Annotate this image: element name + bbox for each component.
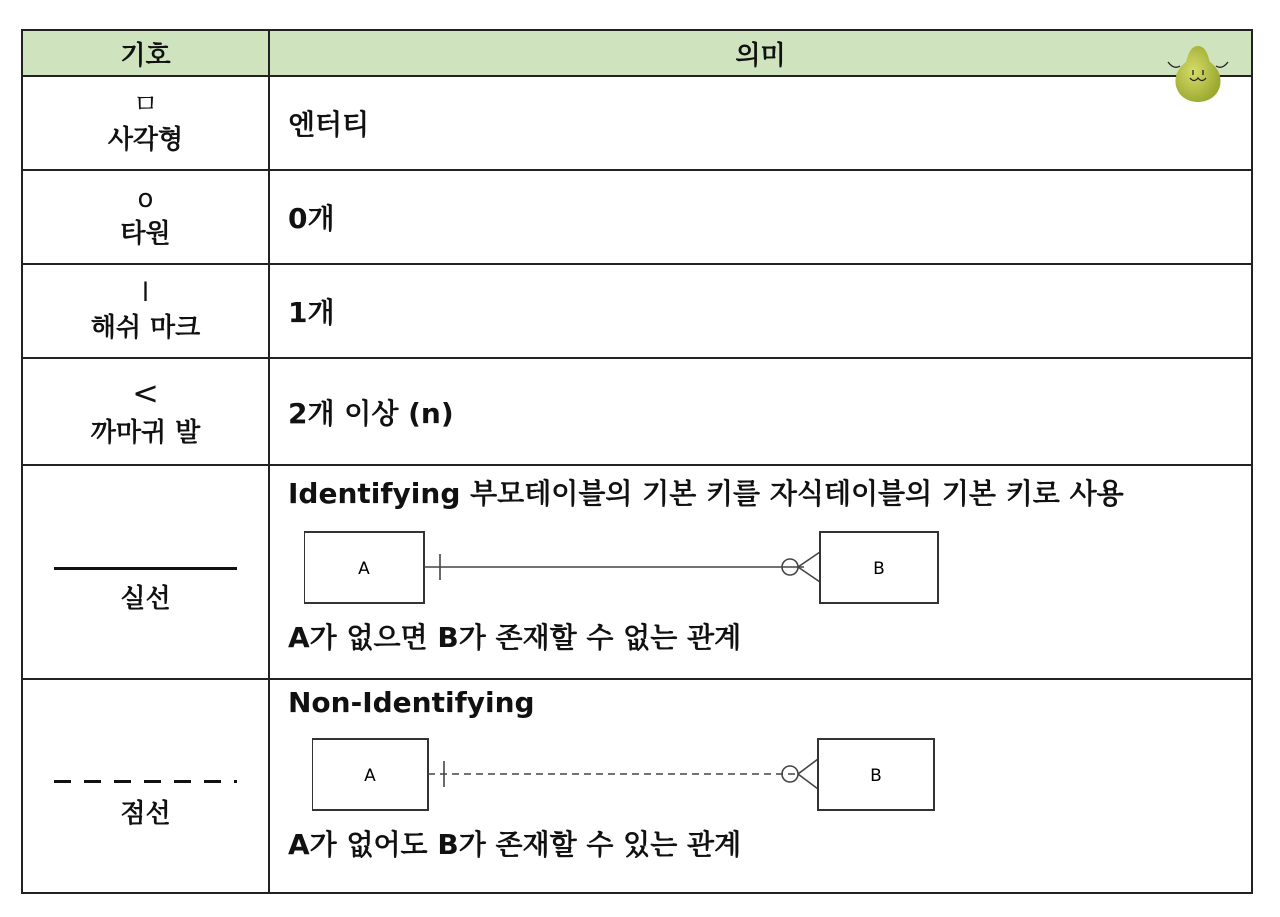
symbol-cell (22, 358, 269, 465)
symbol-cell (22, 264, 269, 358)
table-row (22, 358, 1252, 465)
header-symbol: 기호 (22, 30, 269, 76)
symbol-cell (22, 679, 269, 893)
identifying-caption: A가 없으면 B가 존재할 수 없는 관계 (288, 621, 742, 654)
meaning-cell: 1개 (269, 264, 1252, 358)
crows-foot-upper (798, 552, 820, 567)
entity-a-label: A (364, 766, 376, 786)
erd-symbol-table (21, 29, 1253, 894)
symbol-name: 실선 (120, 583, 171, 614)
entity-b-label: B (870, 766, 882, 786)
solid-line-sample (54, 567, 237, 570)
symbol-name: 까마귀 발 (90, 417, 201, 448)
entity-b-label: B (873, 559, 885, 579)
symbol-name: 사각형 (107, 125, 184, 155)
table-row (22, 76, 1252, 170)
non-identifying-title: Non-Identifying (288, 686, 535, 719)
meaning-cell: 엔터티 (269, 76, 1252, 170)
crows-foot-upper (798, 759, 818, 774)
symbol-name: 타원 (120, 219, 171, 249)
meaning-cell (269, 465, 1252, 679)
symbol-cell (22, 465, 269, 679)
ellipse-glyph: o (137, 183, 154, 214)
header-meaning: 의미 (269, 30, 1252, 76)
meaning-cell (269, 679, 1252, 893)
non-identifying-er-diagram (312, 737, 972, 813)
symbol-name: 해쉬 마크 (90, 313, 201, 343)
pear-mascot-icon (1166, 42, 1230, 104)
rectangle-glyph: ㅁ (132, 89, 159, 120)
symbol-name: 점선 (120, 798, 171, 829)
crows-foot-lower (798, 774, 818, 789)
crows-foot-lower (798, 567, 820, 582)
meaning-cell: 0개 (269, 170, 1252, 264)
meaning-cell: 2개 이상 (n) (269, 358, 1252, 465)
table-row (22, 170, 1252, 264)
crows-foot-glyph: < (132, 374, 159, 413)
table-row (22, 679, 1252, 893)
entity-a-label: A (358, 559, 370, 579)
dashed-line-sample (54, 780, 237, 783)
hash-mark-glyph: l (141, 277, 150, 308)
symbol-cell (22, 76, 269, 170)
identifying-er-diagram (304, 530, 964, 606)
symbol-cell (22, 170, 269, 264)
header-row (22, 30, 1252, 76)
table-row (22, 264, 1252, 358)
non-identifying-caption: A가 없어도 B가 존재할 수 있는 관계 (288, 828, 742, 861)
identifying-title: Identifying 부모테이블의 기본 키를 자식테이블의 기본 키로 사용 (288, 477, 1124, 510)
table-row (22, 465, 1252, 679)
